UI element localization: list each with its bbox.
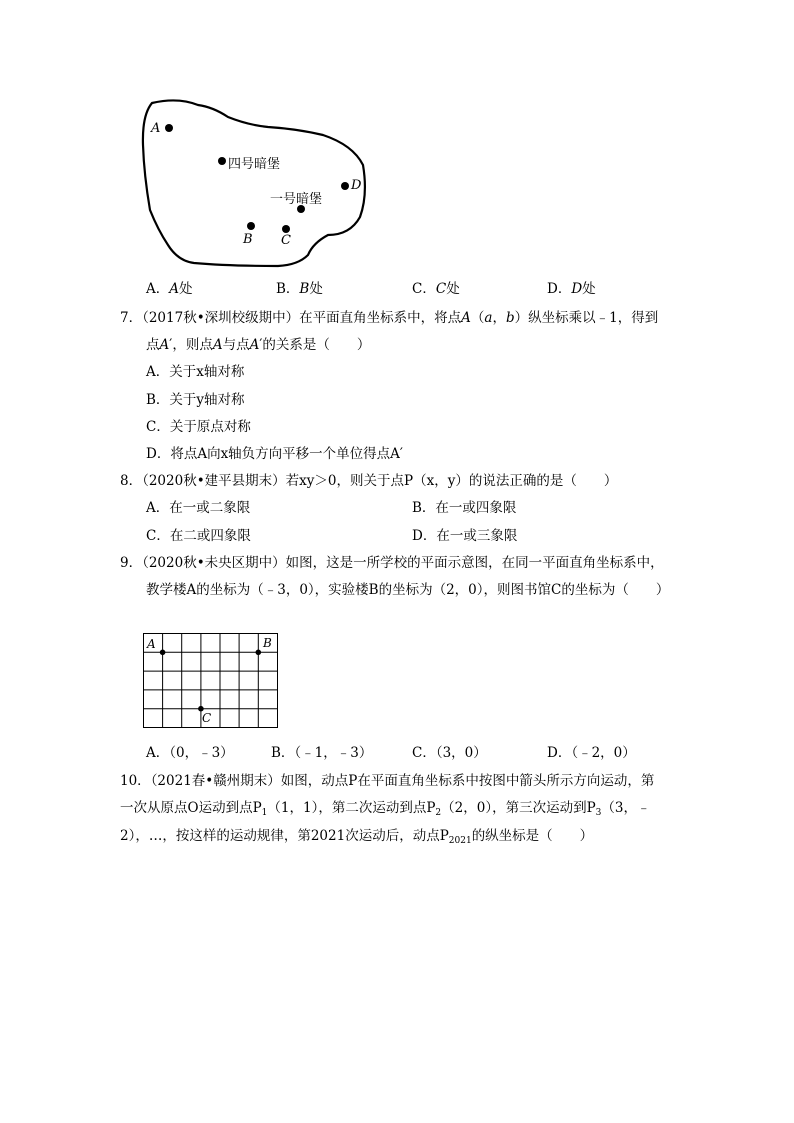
q6-option-a[interactable]: A．A处 xyxy=(146,281,193,297)
castle4-dot xyxy=(218,157,226,165)
q9-option-d[interactable]: D．（﹣2，0） xyxy=(547,745,636,761)
q8-option-b[interactable]: B．在一或四象限 xyxy=(412,500,517,516)
q9-line1: 9．（2020秋•未央区期中）如图，这是一所学校的平面示意图，在同一平面直角坐标系中， xyxy=(120,555,664,571)
q8-option-d[interactable]: D．在一或三象限 xyxy=(412,528,518,544)
map-label-c: C xyxy=(281,233,291,248)
q10-line3: 2），…，按这样的运动规律，第2021次运动后，动点$P_{2021}$的纵坐标是（ ） xyxy=(120,828,594,846)
map-label-castle4: 四号暗堡 xyxy=(228,157,281,172)
q9-line2: 教学楼A的坐标为（﹣3，0），实验楼B的坐标为（2，0），则图书馆C的坐标为（ ） xyxy=(146,582,670,598)
q10-line1: 10．（2021春•赣州期末）如图，动点P在平面直角坐标系中按图中箭头所示方向运动，第 xyxy=(120,773,655,789)
point-b-dot xyxy=(247,222,255,230)
q8-source: （2020秋•建平县期末） xyxy=(142,473,286,489)
q10-number: 10． xyxy=(120,773,151,789)
q9-source: （2020秋•未央区期中） xyxy=(142,555,286,571)
q7-option-b[interactable]: B．关于y轴对称 xyxy=(146,392,245,408)
point-d-dot xyxy=(341,182,349,190)
q6-option-d[interactable]: D．D处 xyxy=(547,281,596,297)
q8-option-c[interactable]: C．在二或四象限 xyxy=(146,528,251,544)
island-map-figure xyxy=(138,95,378,270)
grid-point-a xyxy=(160,650,166,656)
q8-option-a[interactable]: A．在一或二象限 xyxy=(146,500,251,516)
q8-line1: 8．（2020秋•建平县期末）若xy＞0，则关于点P（x，y）的说法正确的是（ ） xyxy=(120,473,618,489)
q7-option-d[interactable]: D．将点A向x轴负方向平移一个单位得点A′ xyxy=(146,446,404,462)
q6-option-b[interactable]: B．B处 xyxy=(276,281,323,297)
q7-line1: 7．（2017秋•深圳校级期中）在平面直角坐标系中，将点A（a，b）纵坐标乘以﹣1，得到 xyxy=(120,310,659,326)
q8-number: 8． xyxy=(120,473,143,489)
grid-point-b xyxy=(256,650,262,656)
q9-option-c[interactable]: C．（3，0） xyxy=(412,745,487,761)
grid-label-b: B xyxy=(263,636,272,650)
grid-label-c: C xyxy=(202,711,212,725)
q10-line2: 一次从原点O运动到点$P_1(1$，1），第二次运动到点$P_2(2$，0），第三次运动到$P_3(3$，﹣ xyxy=(120,800,651,818)
q10-source: （2021春•赣州期末） xyxy=(150,773,281,789)
map-label-castle1: 一号暗堡 xyxy=(270,192,323,207)
q7-option-c[interactable]: C．关于原点对称 xyxy=(146,419,251,435)
map-label-b: B xyxy=(243,232,253,247)
point-a-dot xyxy=(165,124,173,132)
q7-source: （2017秋•深圳校级期中） xyxy=(142,310,300,326)
island-outline xyxy=(143,100,365,266)
grid-label-a: A xyxy=(147,637,156,651)
point-c-dot xyxy=(282,225,290,233)
map-label-d: D xyxy=(351,178,362,193)
q9-option-b[interactable]: B．（﹣1，﹣3） xyxy=(271,745,373,761)
q7-option-a[interactable]: A．关于x轴对称 xyxy=(146,364,245,380)
q9-option-a[interactable]: A．（0，﹣3） xyxy=(146,745,234,761)
q6-option-c[interactable]: C．C处 xyxy=(412,281,460,297)
q7-number: 7． xyxy=(120,310,143,326)
q7-line2: 点A′，则点A与点A′的关系是（ ） xyxy=(146,337,371,353)
q9-number: 9． xyxy=(120,555,143,571)
map-label-a: A xyxy=(151,121,161,136)
